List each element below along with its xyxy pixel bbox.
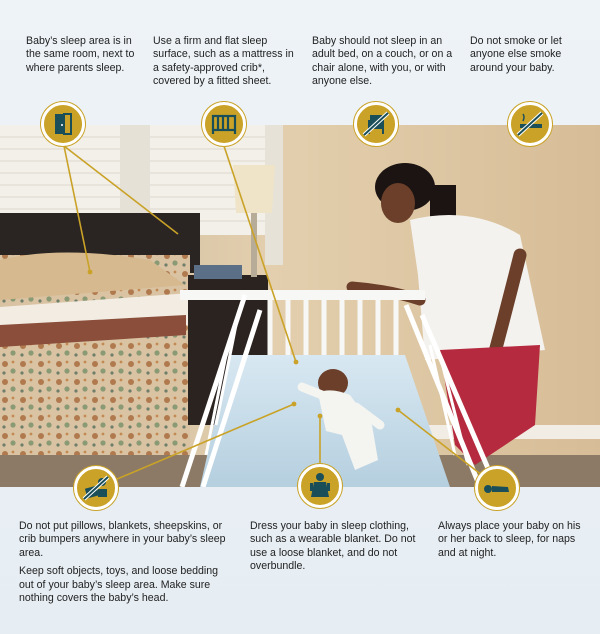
crib-icon [202,102,246,146]
tip-back-to-sleep: Always place your baby on his or her back to sleep, for naps and at night. [438,520,581,559]
sleep-sack-icon [298,464,342,508]
tip-same-room: Baby’s sleep area is in the same room, next to where parents sleep. [26,35,135,74]
no-armchair-icon [354,102,398,146]
nursery-scene [0,125,600,487]
baby-on-back-icon [475,466,519,510]
tip-no-soft-items: Do not put pillows, blankets, sheepskins, or crib bumpers anywhere in your baby’s sleep area. Keep soft objects, toys, and loose bedding out of your baby’s sleep area. Make sure nothing covers the baby’s head. [19,520,226,605]
nursery-photo [0,125,600,487]
toys-blankets-icon [74,466,118,510]
no-smoking-icon [508,102,552,146]
tip-no-adult-bed: Baby should not sleep in an adult bed, on a couch, or on a chair alone, with you, or with anyone else. [312,35,453,88]
tip-firm-surface: Use a firm and flat sleep surface, such as a mattress in a safety-approved crib*, covered by a fitted sheet. [153,35,294,88]
tip-no-smoke: Do not smoke or let anyone else smoke around your baby. [470,35,562,74]
tip-sleep-clothing: Dress your baby in sleep clothing, such as a wearable blanket. Do not use a loose blanket, and do not overbundle. [250,520,416,573]
room-door-icon [41,102,85,146]
